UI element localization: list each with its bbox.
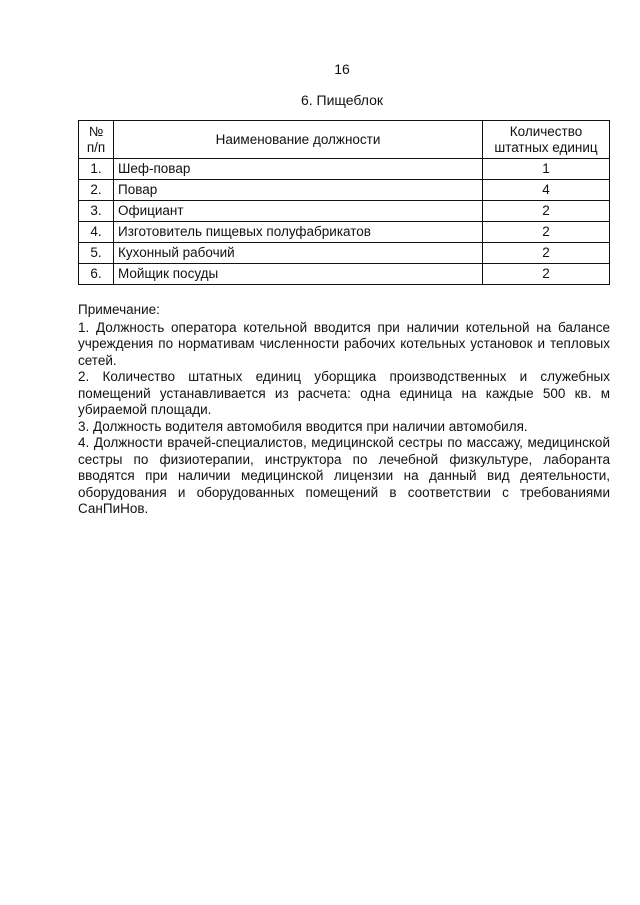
row-number: 5. (79, 243, 114, 264)
row-position-name: Шеф-повар (114, 159, 483, 180)
note-item: 3. Должность водителя автомобиля вводится при наличии автомобиля. (78, 418, 528, 434)
notes-section (78, 302, 610, 518)
row-number: 2. (79, 180, 114, 201)
table-row (79, 243, 610, 264)
notes-heading: Примечание: (78, 302, 160, 317)
table-row (79, 201, 610, 222)
header-number-line1: № (88, 123, 104, 139)
section-title: 6. Пищеблок (300, 92, 384, 108)
note-item: 2. Количество штатных единиц уборщика производственных и служебных помещений устанавливается из расчета: одна единица на каждые 500 кв. м убираемой площади. (78, 369, 610, 417)
row-staff-count: 2 (483, 243, 610, 264)
note-item: 4. Должности врачей-специалистов, медицинской сестры по массажу, медицинской сестры по физиотерапии, инструктора по лечебной физкультуре, лаборанта вводятся при наличии медицинской лицензии на данный вид деятельности, оборудования и оборудованных помещений в соответствии с требованиями СанПиНов. (78, 435, 610, 516)
row-staff-count: 4 (483, 180, 610, 201)
row-position-name: Официант (114, 201, 483, 222)
row-number: 6. (79, 264, 114, 285)
table-row (79, 159, 610, 180)
header-count-line2: штатных единиц (494, 139, 598, 155)
row-staff-count: 2 (483, 264, 610, 285)
page-number: 16 (334, 61, 350, 77)
table-header-row (79, 121, 610, 159)
table-row (79, 264, 610, 285)
note-item: 1. Должность оператора котельной вводится при наличии котельной на балансе учреждения по нормативам численности рабочих котельных установок и тепловых сетей. (78, 319, 610, 368)
header-position-name: Наименование должности (114, 121, 483, 159)
row-staff-count: 2 (483, 201, 610, 222)
header-number-line2: п/п (86, 139, 106, 155)
table-row (79, 222, 610, 243)
row-position-name: Изготовитель пищевых полуфабрикатов (114, 222, 483, 243)
row-position-name: Повар (114, 180, 483, 201)
row-number: 1. (79, 159, 114, 180)
row-staff-count: 1 (483, 159, 610, 180)
row-position-name: Мойщик посуды (114, 264, 483, 285)
table-row (79, 180, 610, 201)
row-position-name: Кухонный рабочий (114, 243, 483, 264)
row-number: 3. (79, 201, 114, 222)
row-staff-count: 2 (483, 222, 610, 243)
header-staff-count (483, 121, 610, 159)
row-number: 4. (79, 222, 114, 243)
header-count-line1: Количество (509, 123, 583, 139)
staff-table (78, 120, 610, 285)
header-number (79, 121, 114, 159)
